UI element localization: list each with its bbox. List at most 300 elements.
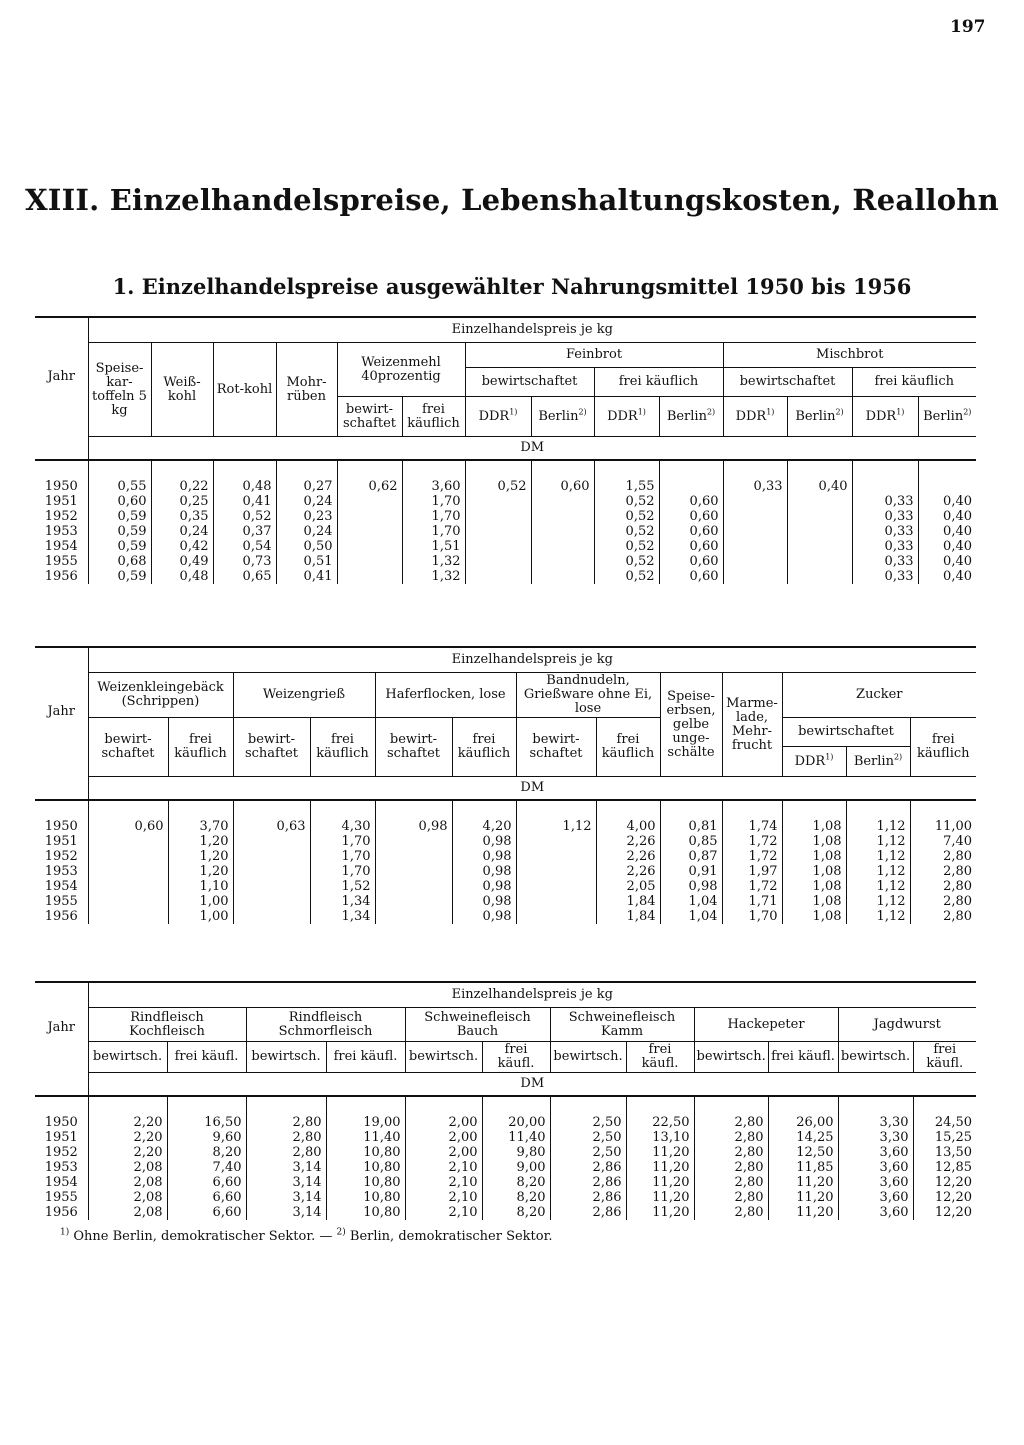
value-cell (723, 509, 787, 524)
value-cell: 0,33 (723, 460, 787, 494)
table-3-container (35, 981, 976, 1220)
value-cell: 11,20 (626, 1145, 694, 1160)
value-cell: 10,80 (326, 1160, 405, 1175)
feinbrot-bewirtschaftet: bewirtschaftet (465, 368, 594, 397)
value-cell: 2,80 (694, 1190, 768, 1205)
year-header: Jahr (35, 317, 88, 437)
value-cell: 1,08 (782, 834, 846, 849)
value-cell: 0,81 (660, 800, 722, 834)
value-cell: 22,50 (626, 1096, 694, 1130)
value-cell: 2,50 (550, 1130, 626, 1145)
year-cell: 1955 (44, 1190, 78, 1205)
header-mischbrot: Mischbrot (723, 343, 976, 368)
value-cell: 0,87 (660, 849, 722, 864)
value-cell: 2,80 (246, 1130, 326, 1145)
table-row (35, 494, 976, 509)
value-cell: 1,70 (722, 909, 782, 924)
price-header: Einzelhandelspreis je kg (88, 982, 976, 1008)
unit-label: DM (88, 1073, 976, 1097)
value-cell: 4,00 (596, 800, 660, 834)
value-cell (337, 509, 402, 524)
table-row (35, 909, 976, 924)
header-marmelade: Marme-lade, Mehr-frucht (722, 673, 782, 777)
value-cell (375, 849, 452, 864)
value-cell: 1,08 (782, 909, 846, 924)
value-cell: 2,26 (596, 849, 660, 864)
sb-frei: frei käufl. (482, 1042, 550, 1073)
value-cell: 0,68 (88, 554, 151, 569)
value-cell: 12,50 (768, 1145, 838, 1160)
value-cell: 2,80 (694, 1096, 768, 1130)
value-cell: 12,20 (913, 1205, 976, 1220)
year-cell: 1956 (44, 1205, 78, 1220)
header-weizengriess: Weizengrieß (233, 673, 375, 718)
value-cell: 0,98 (452, 849, 516, 864)
value-cell (659, 460, 723, 494)
value-cell: 1,04 (660, 894, 722, 909)
value-cell: 0,60 (659, 494, 723, 509)
value-cell: 1,71 (722, 894, 782, 909)
value-cell (233, 894, 310, 909)
value-cell: 2,10 (405, 1160, 482, 1175)
mischbrot-frei: frei käuflich (852, 368, 976, 397)
header-rotkohl: Rot-kohl (213, 343, 276, 437)
feinbrot-berlin-frei: Berlin$^{2)}$ (659, 397, 723, 437)
value-cell: 2,80 (910, 864, 976, 879)
table-2-container (35, 646, 976, 924)
table-row (35, 1096, 976, 1130)
hp-frei: frei käufl. (768, 1042, 838, 1073)
value-cell: 2,00 (405, 1145, 482, 1160)
value-cell: 0,59 (88, 569, 151, 584)
value-cell (787, 494, 852, 509)
year-cell: 1953 (44, 864, 78, 879)
value-cell: 2,10 (405, 1190, 482, 1205)
unit-label: DM (88, 777, 976, 801)
value-cell: 0,62 (337, 460, 402, 494)
value-cell: 1,84 (596, 894, 660, 909)
value-cell: 2,86 (550, 1160, 626, 1175)
value-cell: 0,60 (88, 800, 168, 834)
value-cell (516, 849, 596, 864)
table-row (35, 849, 976, 864)
value-cell: 3,60 (838, 1190, 913, 1205)
value-cell: 0,54 (213, 539, 276, 554)
table-row (35, 524, 976, 539)
year-cell: 1950 (44, 1115, 78, 1130)
value-cell: 3,14 (246, 1205, 326, 1220)
value-cell: 0,24 (151, 524, 213, 539)
year-cell: 1951 (44, 834, 78, 849)
table-row (35, 879, 976, 894)
value-cell: 1,32 (402, 554, 465, 569)
year-cell: 1953 (44, 1160, 78, 1175)
value-cell: 11,20 (626, 1190, 694, 1205)
value-cell (516, 834, 596, 849)
value-cell: 12,20 (913, 1190, 976, 1205)
value-cell: 0,91 (660, 864, 722, 879)
value-cell: 0,35 (151, 509, 213, 524)
value-cell: 1,08 (782, 849, 846, 864)
value-cell: 8,20 (167, 1145, 246, 1160)
mischbrot-berlin-frei: Berlin$^{2)}$ (918, 397, 976, 437)
hp-bewirtsch: bewirtsch. (694, 1042, 768, 1073)
header-schwein-kamm: Schweinefleisch Kamm (550, 1008, 694, 1042)
year-cell: 1952 (44, 849, 78, 864)
value-cell: 3,30 (838, 1130, 913, 1145)
value-cell: 0,48 (213, 460, 276, 494)
hf-frei: frei käuflich (452, 718, 516, 777)
value-cell: 1,74 (722, 800, 782, 834)
value-cell: 3,14 (246, 1190, 326, 1205)
header-weizenmehl: Weizenmehl 40prozentig (337, 343, 465, 397)
value-cell: 0,24 (276, 494, 337, 509)
wg-bewirt: bewirt-schaftet (233, 718, 310, 777)
jw-frei: frei käufl. (913, 1042, 976, 1073)
value-cell (88, 864, 168, 879)
value-cell: 11,20 (768, 1205, 838, 1220)
weizenmehl-bewirt: bewirt-schaftet (337, 397, 402, 437)
value-cell: 13,10 (626, 1130, 694, 1145)
value-cell: 0,25 (151, 494, 213, 509)
value-cell: 0,65 (213, 569, 276, 584)
value-cell: 0,98 (375, 800, 452, 834)
table-1 (35, 316, 976, 584)
value-cell: 0,52 (594, 554, 659, 569)
value-cell: 9,00 (482, 1160, 550, 1175)
value-cell: 2,86 (550, 1190, 626, 1205)
mischbrot-ddr-frei: DDR$^{1)}$ (852, 397, 918, 437)
value-cell: 2,00 (405, 1096, 482, 1130)
value-cell: 8,20 (482, 1190, 550, 1205)
year-cell: 1950 (44, 479, 78, 494)
mischbrot-bewirtschaftet: bewirtschaftet (723, 368, 852, 397)
zucker-berlin: Berlin$^{2)}$ (846, 747, 910, 777)
bn-frei: frei käuflich (596, 718, 660, 777)
header-mohrrueben: Mohr-rüben (276, 343, 337, 437)
mischbrot-ddr-bew: DDR$^{1)}$ (723, 397, 787, 437)
sk-frei: frei käufl. (626, 1042, 694, 1073)
value-cell: 0,33 (852, 554, 918, 569)
rs-bewirtsch: bewirtsch. (246, 1042, 326, 1073)
value-cell (516, 909, 596, 924)
value-cell: 1,12 (846, 834, 910, 849)
value-cell: 0,40 (918, 509, 976, 524)
value-cell (723, 569, 787, 584)
value-cell: 2,20 (88, 1130, 167, 1145)
value-cell: 10,80 (326, 1175, 405, 1190)
wkg-frei: frei käuflich (168, 718, 233, 777)
value-cell: 2,80 (694, 1205, 768, 1220)
value-cell: 24,50 (913, 1096, 976, 1130)
value-cell: 3,60 (838, 1175, 913, 1190)
header-schwein-bauch: Schweinefleisch Bauch (405, 1008, 550, 1042)
year-header: Jahr (35, 982, 88, 1073)
year-cell: 1952 (44, 1145, 78, 1160)
value-cell: 3,14 (246, 1175, 326, 1190)
value-cell: 2,80 (910, 894, 976, 909)
value-cell: 2,80 (694, 1145, 768, 1160)
value-cell: 3,70 (168, 800, 233, 834)
value-cell: 9,60 (167, 1130, 246, 1145)
value-cell: 0,59 (88, 509, 151, 524)
feinbrot-frei: frei käuflich (594, 368, 723, 397)
value-cell: 11,85 (768, 1160, 838, 1175)
value-cell: 26,00 (768, 1096, 838, 1130)
value-cell: 7,40 (910, 834, 976, 849)
value-cell: 0,27 (276, 460, 337, 494)
value-cell (375, 864, 452, 879)
value-cell: 0,55 (88, 460, 151, 494)
value-cell: 11,40 (326, 1130, 405, 1145)
value-cell: 1,20 (168, 849, 233, 864)
value-cell (723, 539, 787, 554)
value-cell: 1,52 (310, 879, 375, 894)
value-cell (88, 834, 168, 849)
value-cell: 2,80 (694, 1130, 768, 1145)
value-cell: 2,05 (596, 879, 660, 894)
value-cell: 4,20 (452, 800, 516, 834)
table-row (35, 800, 976, 834)
value-cell: 0,60 (659, 569, 723, 584)
hf-bewirt: bewirt-schaftet (375, 718, 452, 777)
chapter-title: XIII. Einzelhandelspreise, Lebenshaltungskosten, Reallohn (25, 183, 999, 217)
value-cell: 0,52 (594, 539, 659, 554)
value-cell (516, 864, 596, 879)
value-cell: 3,30 (838, 1096, 913, 1130)
table-row (35, 1190, 976, 1205)
value-cell (88, 894, 168, 909)
value-cell (337, 569, 402, 584)
value-cell: 11,40 (482, 1130, 550, 1145)
value-cell (787, 524, 852, 539)
value-cell: 0,33 (852, 539, 918, 554)
value-cell (531, 509, 594, 524)
value-cell: 0,51 (276, 554, 337, 569)
value-cell (233, 909, 310, 924)
value-cell (375, 894, 452, 909)
header-zucker: Zucker (782, 673, 976, 718)
value-cell: 1,08 (782, 800, 846, 834)
table-row (35, 894, 976, 909)
value-cell (337, 494, 402, 509)
value-cell: 3,14 (246, 1160, 326, 1175)
value-cell: 2,80 (246, 1096, 326, 1130)
value-cell: 11,00 (910, 800, 976, 834)
value-cell: 1,34 (310, 894, 375, 909)
value-cell: 1,12 (846, 849, 910, 864)
table-2-body (35, 800, 976, 924)
value-cell: 0,98 (452, 864, 516, 879)
value-cell: 1,32 (402, 569, 465, 584)
value-cell: 13,50 (913, 1145, 976, 1160)
header-rind-schmor: Rindfleisch Schmorfleisch (246, 1008, 405, 1042)
value-cell (787, 569, 852, 584)
value-cell: 11,20 (768, 1175, 838, 1190)
value-cell: 1,04 (660, 909, 722, 924)
value-cell: 2,00 (405, 1130, 482, 1145)
table-row (35, 1205, 976, 1220)
value-cell: 0,52 (594, 509, 659, 524)
value-cell: 2,26 (596, 834, 660, 849)
value-cell: 2,86 (550, 1205, 626, 1220)
value-cell (88, 849, 168, 864)
table-row (35, 1130, 976, 1145)
value-cell (465, 569, 531, 584)
value-cell: 1,72 (722, 834, 782, 849)
value-cell (723, 554, 787, 569)
value-cell: 0,33 (852, 524, 918, 539)
year-header: Jahr (35, 647, 88, 777)
value-cell: 0,85 (660, 834, 722, 849)
value-cell (918, 460, 976, 494)
year-cell: 1954 (44, 879, 78, 894)
sk-bewirtsch: bewirtsch. (550, 1042, 626, 1073)
value-cell (465, 539, 531, 554)
value-cell: 1,08 (782, 894, 846, 909)
value-cell: 0,73 (213, 554, 276, 569)
value-cell: 1,34 (310, 909, 375, 924)
value-cell (723, 494, 787, 509)
value-cell: 1,97 (722, 864, 782, 879)
value-cell (516, 894, 596, 909)
value-cell: 1,70 (402, 524, 465, 539)
unit-label: DM (88, 437, 976, 461)
value-cell: 0,98 (452, 894, 516, 909)
value-cell (375, 879, 452, 894)
value-cell: 3,60 (402, 460, 465, 494)
table-row (35, 1145, 976, 1160)
value-cell: 11,20 (626, 1160, 694, 1175)
value-cell: 1,10 (168, 879, 233, 894)
value-cell: 0,23 (276, 509, 337, 524)
header-weizenkleingebaeck: Weizenkleingebäck (Schrippen) (88, 673, 233, 718)
value-cell: 0,40 (918, 494, 976, 509)
value-cell (531, 554, 594, 569)
value-cell: 0,22 (151, 460, 213, 494)
table-row (35, 834, 976, 849)
value-cell (465, 554, 531, 569)
zucker-bewirtschaftet: bewirtschaftet (782, 718, 910, 747)
value-cell: 0,63 (233, 800, 310, 834)
value-cell: 0,49 (151, 554, 213, 569)
value-cell: 10,80 (326, 1205, 405, 1220)
value-cell: 2,10 (405, 1175, 482, 1190)
value-cell: 12,85 (913, 1160, 976, 1175)
value-cell: 1,12 (846, 800, 910, 834)
value-cell: 0,52 (213, 509, 276, 524)
value-cell: 0,42 (151, 539, 213, 554)
value-cell: 2,50 (550, 1145, 626, 1160)
value-cell: 2,80 (910, 849, 976, 864)
value-cell: 0,33 (852, 569, 918, 584)
value-cell: 6,60 (167, 1190, 246, 1205)
header-jagdwurst: Jagdwurst (838, 1008, 976, 1042)
header-feinbrot: Feinbrot (465, 343, 723, 368)
value-cell: 11,20 (626, 1175, 694, 1190)
value-cell (337, 524, 402, 539)
footnote: $^{1)}$ Ohne Berlin, demokratischer Sektor. — $^{2)}$ Berlin, demokratischer Sektor. (60, 1227, 553, 1244)
table-2 (35, 646, 976, 924)
value-cell: 1,12 (846, 894, 910, 909)
value-cell: 0,60 (659, 539, 723, 554)
value-cell (233, 879, 310, 894)
year-cell: 1951 (44, 1130, 78, 1145)
table-3 (35, 981, 976, 1220)
price-header: Einzelhandelspreis je kg (88, 647, 976, 673)
value-cell: 0,59 (88, 539, 151, 554)
value-cell (375, 834, 452, 849)
value-cell: 0,60 (659, 524, 723, 539)
value-cell: 0,24 (276, 524, 337, 539)
value-cell: 2,20 (88, 1145, 167, 1160)
feinbrot-ddr-bew: DDR$^{1)}$ (465, 397, 531, 437)
value-cell: 0,98 (660, 879, 722, 894)
value-cell (516, 879, 596, 894)
value-cell (337, 539, 402, 554)
bn-bewirt: bewirt-schaftet (516, 718, 596, 777)
value-cell: 14,25 (768, 1130, 838, 1145)
value-cell: 3,60 (838, 1145, 913, 1160)
value-cell: 2,26 (596, 864, 660, 879)
value-cell: 0,41 (276, 569, 337, 584)
rk-frei: frei käufl. (167, 1042, 246, 1073)
value-cell (465, 509, 531, 524)
value-cell: 1,70 (310, 849, 375, 864)
value-cell: 0,40 (918, 524, 976, 539)
rk-bewirtsch: bewirtsch. (88, 1042, 167, 1073)
value-cell: 0,40 (787, 460, 852, 494)
value-cell: 2,10 (405, 1205, 482, 1220)
header-hackepeter: Hackepeter (694, 1008, 838, 1042)
value-cell: 11,20 (768, 1190, 838, 1205)
mischbrot-berlin-bew: Berlin$^{2)}$ (787, 397, 852, 437)
value-cell: 12,20 (913, 1175, 976, 1190)
value-cell: 1,00 (168, 894, 233, 909)
value-cell: 2,80 (910, 879, 976, 894)
value-cell (337, 554, 402, 569)
value-cell: 1,55 (594, 460, 659, 494)
sb-bewirtsch: bewirtsch. (405, 1042, 482, 1073)
value-cell: 0,52 (594, 494, 659, 509)
value-cell: 0,33 (852, 509, 918, 524)
value-cell: 16,50 (167, 1096, 246, 1130)
value-cell: 2,08 (88, 1205, 167, 1220)
value-cell: 0,33 (852, 494, 918, 509)
value-cell: 0,52 (465, 460, 531, 494)
year-cell: 1954 (44, 539, 78, 554)
value-cell: 0,41 (213, 494, 276, 509)
value-cell: 0,40 (918, 539, 976, 554)
table-row (35, 509, 976, 524)
year-cell: 1956 (44, 909, 78, 924)
value-cell (787, 539, 852, 554)
table-3-body (35, 1096, 976, 1220)
value-cell: 2,50 (550, 1096, 626, 1130)
value-cell: 0,98 (452, 909, 516, 924)
value-cell: 4,30 (310, 800, 375, 834)
value-cell: 0,98 (452, 834, 516, 849)
value-cell: 7,40 (167, 1160, 246, 1175)
table-row (35, 1175, 976, 1190)
value-cell (531, 524, 594, 539)
rs-frei: frei käufl. (326, 1042, 405, 1073)
header-speisekartoffeln: Speise-kar-toffeln 5 kg (88, 343, 151, 437)
value-cell: 1,70 (310, 864, 375, 879)
value-cell: 2,80 (694, 1160, 768, 1175)
value-cell: 6,60 (167, 1205, 246, 1220)
table-row (35, 864, 976, 879)
